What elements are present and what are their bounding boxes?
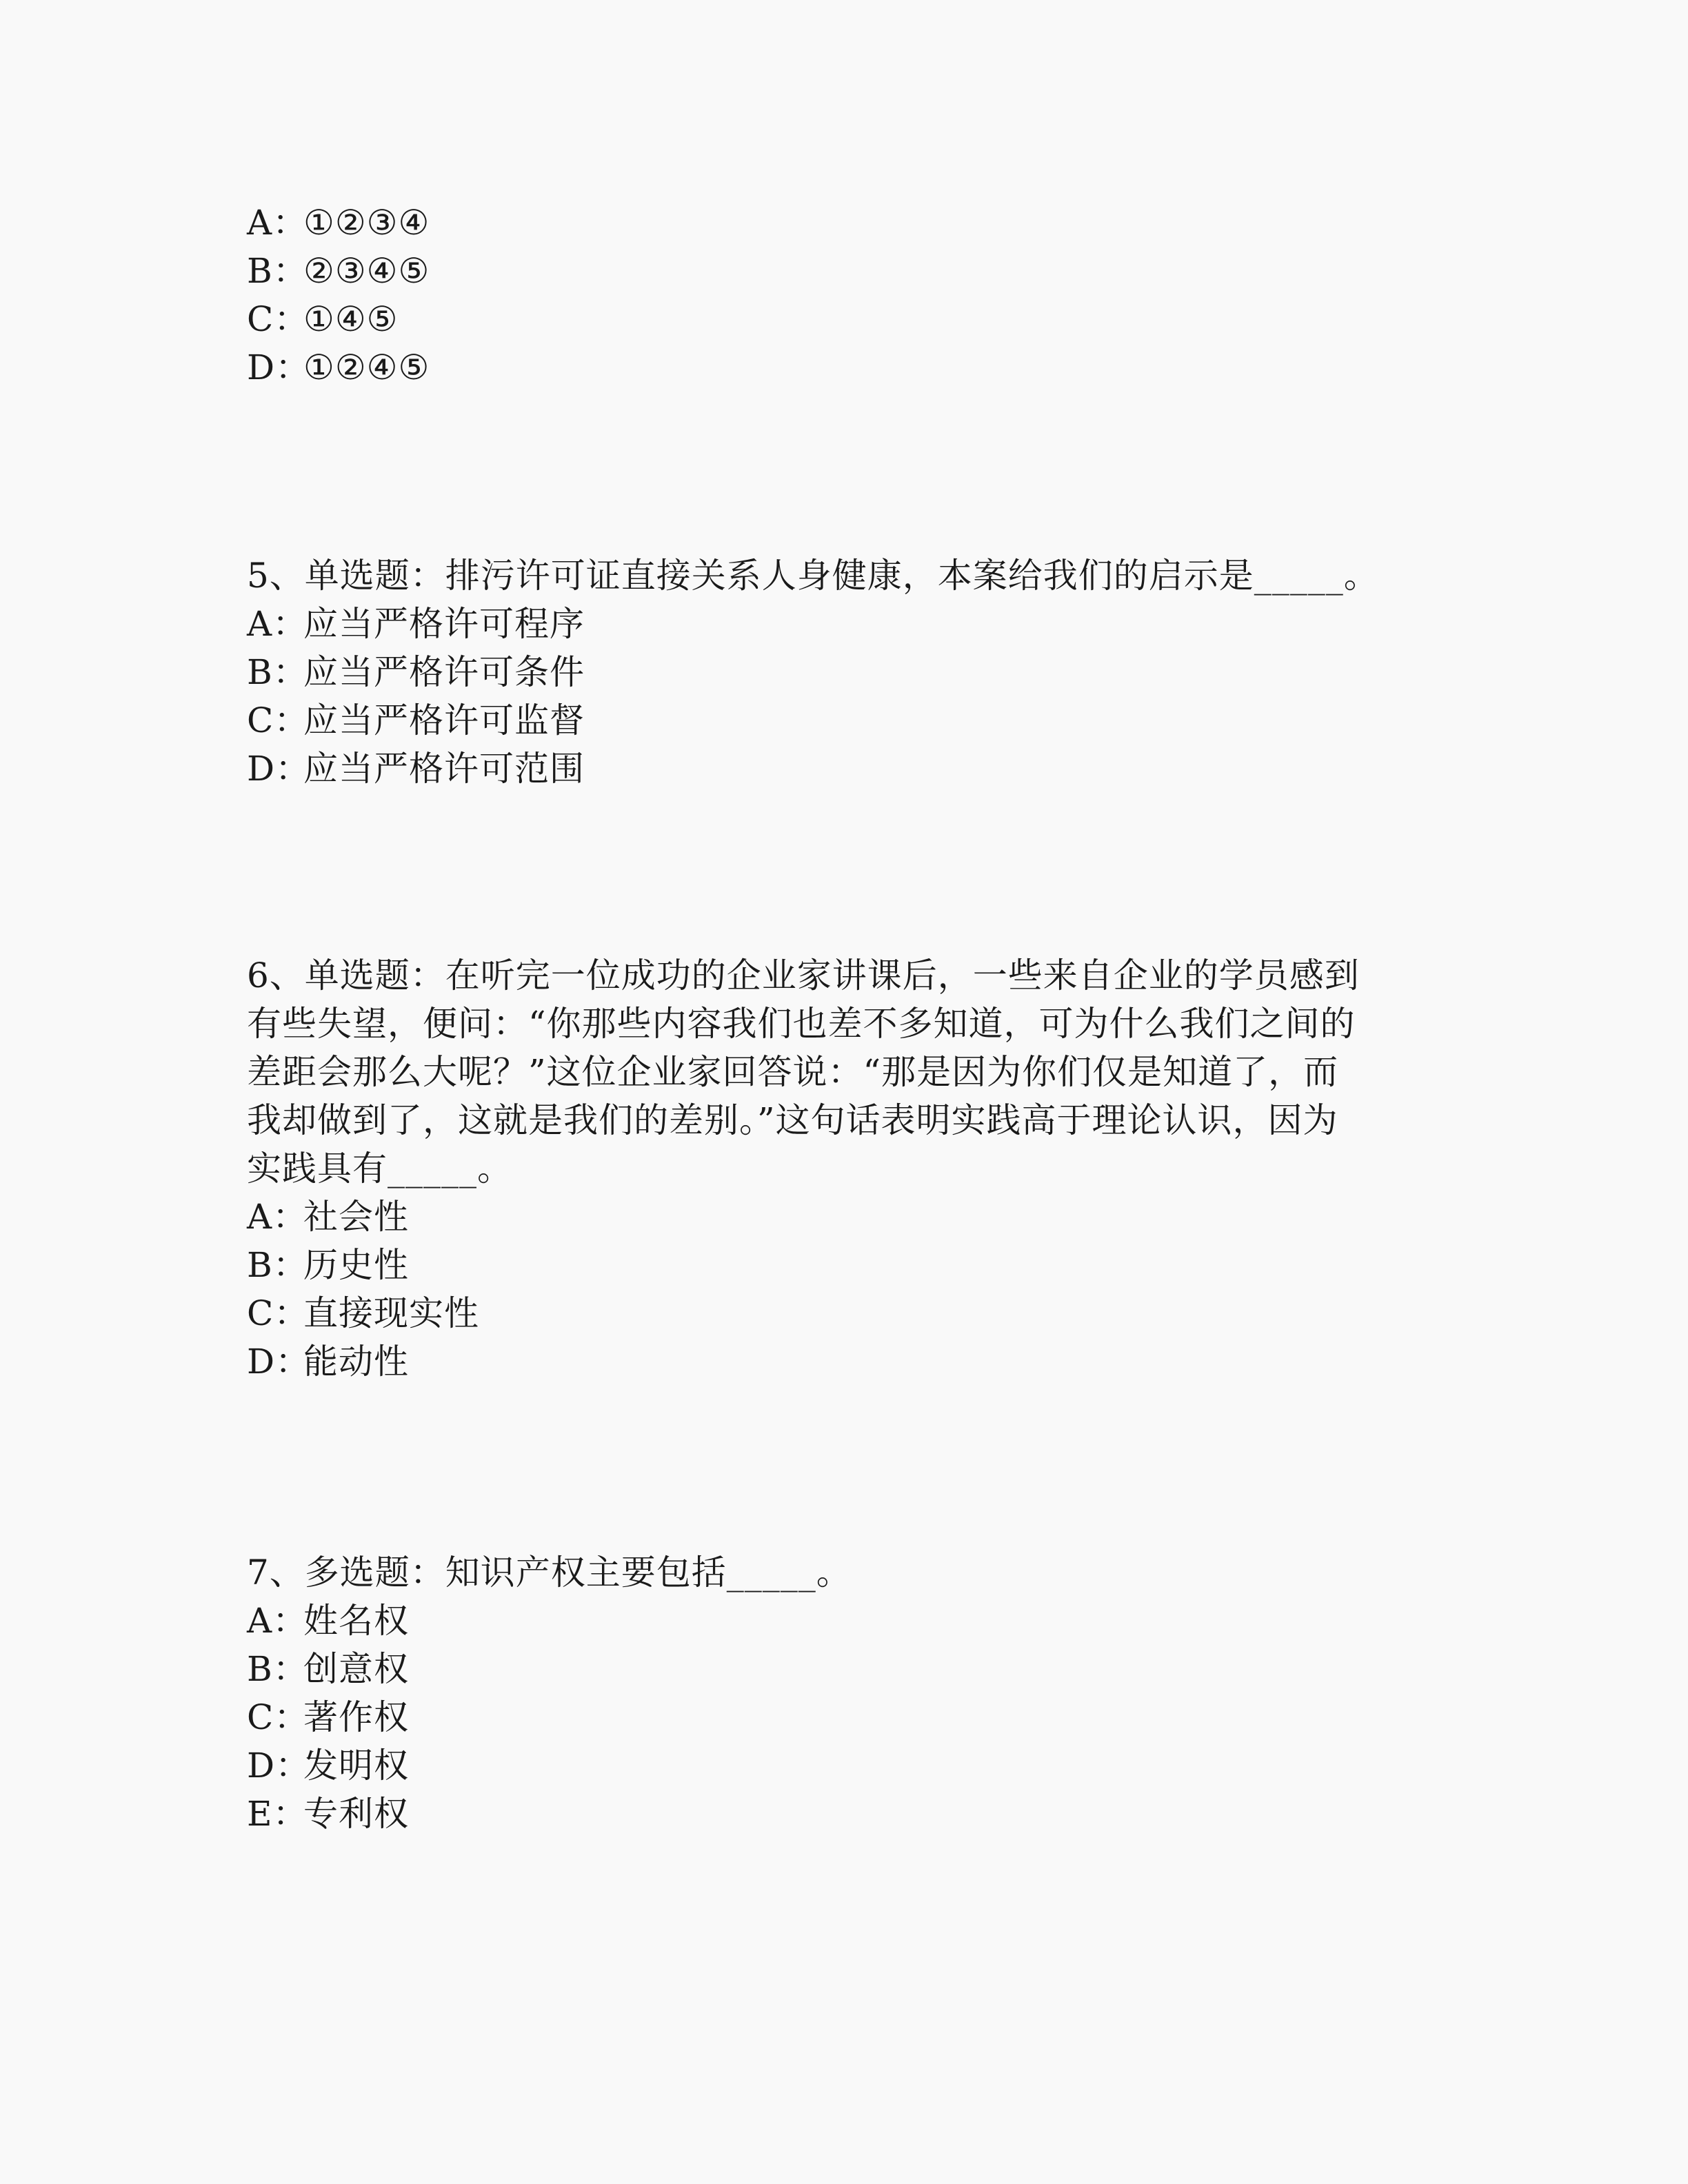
question-stem-line: 6、单选题：在听完一位成功的企业家讲课后，一些来自企业的学员感到	[247, 956, 1360, 995]
question-stem-line: 我却做到了，这就是我们的差别。”这句话表明实践高于理论认识，因为	[247, 1100, 1338, 1140]
option-key: D：	[247, 1342, 311, 1382]
option-text: ①④⑤	[303, 299, 399, 339]
question-6	[247, 951, 1447, 1386]
option-text: 社会性	[303, 1197, 409, 1237]
option-text: ①②④⑤	[303, 347, 430, 387]
option-text: 应当严格许可监督	[303, 700, 585, 740]
option-b[interactable]	[247, 648, 1447, 696]
option-key: B：	[247, 652, 308, 692]
option-key: C：	[247, 1697, 310, 1737]
option-key: C：	[247, 700, 310, 740]
option-a[interactable]	[247, 1193, 1447, 1241]
option-text: 著作权	[303, 1697, 409, 1737]
option-text: 应当严格许可条件	[303, 652, 585, 692]
question-stem-line: 有些失望，便问：“你那些内容我们也差不多知道，可为什么我们之间的	[247, 1004, 1356, 1044]
option-key: A：	[247, 1197, 308, 1237]
option-c[interactable]	[247, 295, 1447, 343]
option-text: 应当严格许可范围	[303, 749, 585, 789]
option-a[interactable]	[247, 600, 1447, 648]
option-text: 直接现实性	[303, 1293, 479, 1333]
option-c[interactable]	[247, 1693, 1447, 1741]
option-text: ①②③④	[303, 203, 430, 243]
option-a[interactable]	[247, 199, 1447, 247]
option-key: B：	[247, 251, 308, 291]
option-c[interactable]	[247, 696, 1447, 745]
question-stem: 5、单选题：排污许可证直接关系人身健康，本案给我们的启示是_____。	[247, 556, 1379, 596]
question-7	[247, 1548, 1447, 1838]
option-text: 历史性	[303, 1245, 409, 1285]
option-key: C：	[247, 299, 310, 339]
option-text: 姓名权	[303, 1601, 409, 1641]
option-key: C：	[247, 1293, 310, 1333]
option-d[interactable]	[247, 1741, 1447, 1790]
option-key: A：	[247, 203, 308, 243]
option-key: D：	[247, 749, 311, 789]
option-a[interactable]	[247, 1597, 1447, 1645]
question-stem: 7、多选题：知识产权主要包括_____。	[247, 1553, 852, 1593]
option-key: B：	[247, 1245, 308, 1285]
option-key: D：	[247, 1746, 311, 1786]
option-key: B：	[247, 1649, 308, 1689]
option-e[interactable]	[247, 1790, 1447, 1838]
option-text: ②③④⑤	[303, 251, 430, 291]
option-key: A：	[247, 1601, 308, 1641]
option-key: E：	[247, 1794, 308, 1834]
question-4-options	[247, 199, 1447, 392]
option-text: 发明权	[303, 1746, 409, 1786]
option-d[interactable]	[247, 1337, 1447, 1386]
option-text: 专利权	[303, 1794, 409, 1834]
option-b[interactable]	[247, 1241, 1447, 1289]
option-text: 应当严格许可程序	[303, 604, 585, 644]
option-d[interactable]	[247, 343, 1447, 392]
question-stem-line: 实践具有_____。	[247, 1149, 512, 1189]
option-c[interactable]	[247, 1289, 1447, 1337]
question-5	[247, 552, 1447, 793]
option-key: D：	[247, 347, 311, 387]
option-text: 能动性	[303, 1342, 409, 1382]
option-b[interactable]	[247, 1645, 1447, 1693]
option-text: 创意权	[303, 1649, 409, 1689]
question-stem-line: 差距会那么大呢？”这位企业家回答说：“那是因为你们仅是知道了，而	[247, 1052, 1339, 1092]
option-d[interactable]	[247, 745, 1447, 793]
option-key: A：	[247, 604, 308, 644]
option-b[interactable]	[247, 247, 1447, 295]
